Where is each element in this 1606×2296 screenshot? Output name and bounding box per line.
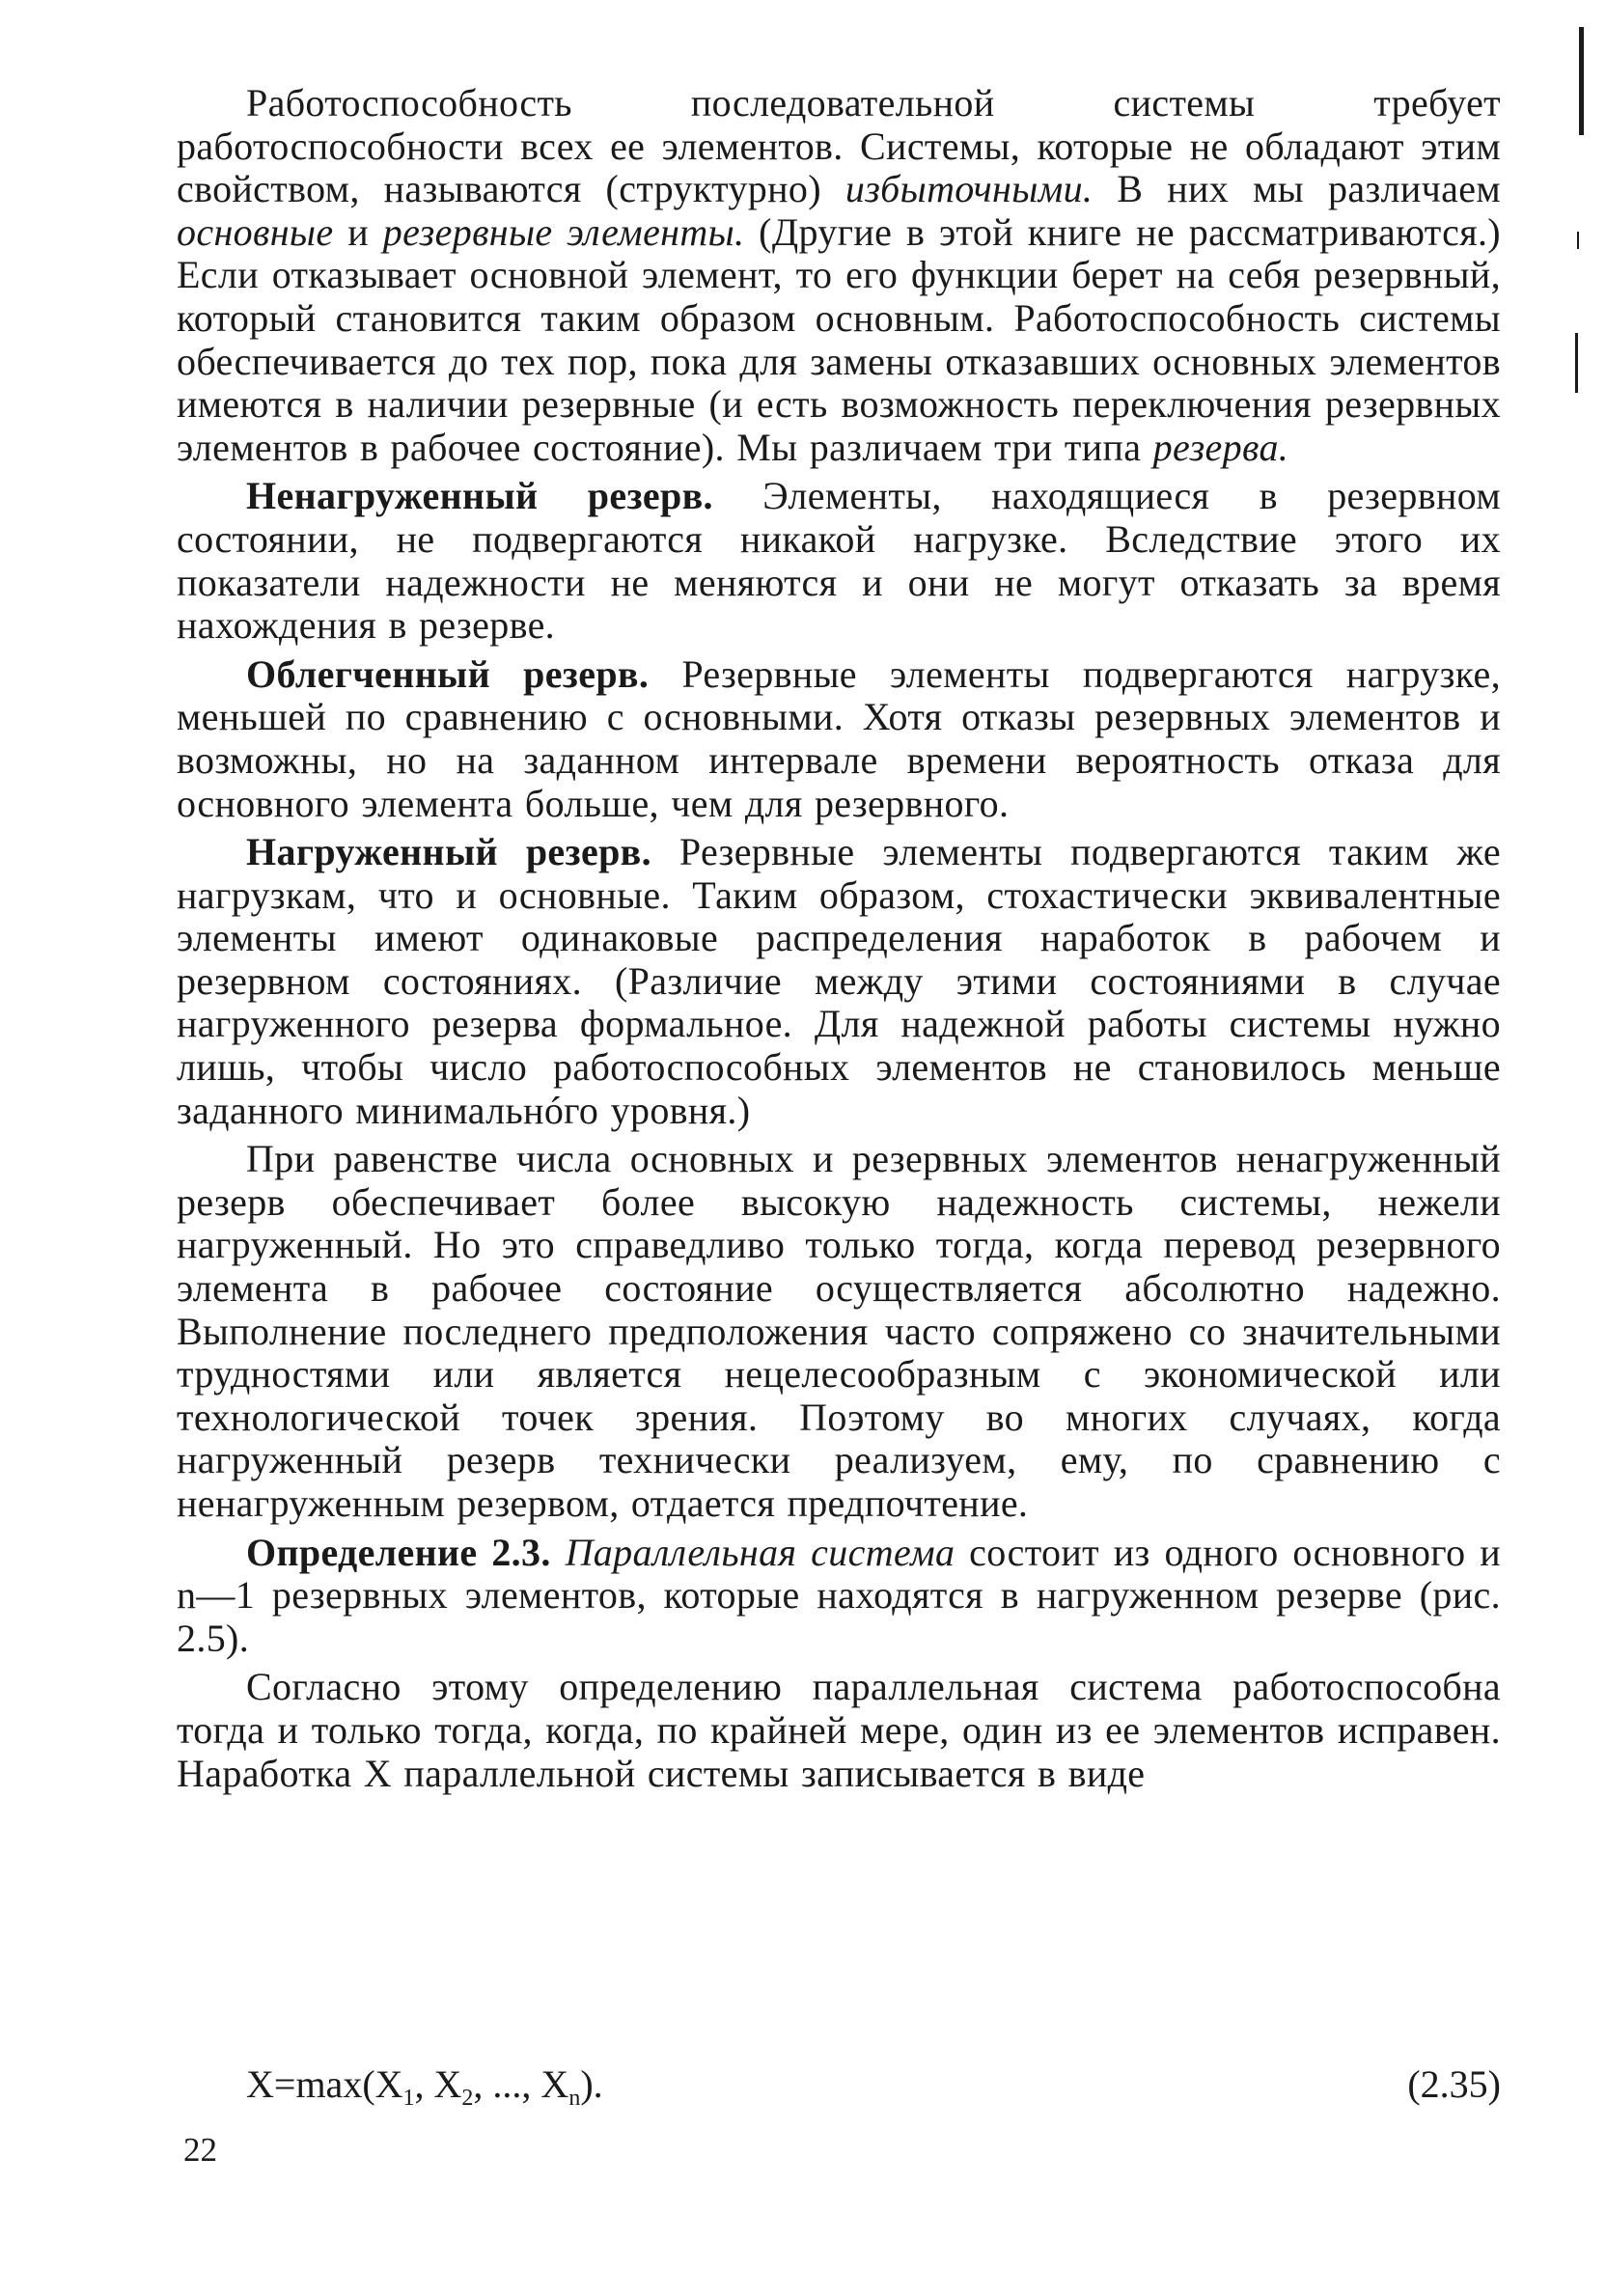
scan-edge-mark <box>1579 27 1584 135</box>
paragraph-intro: Работоспособность последовательной системы требует работоспособности всех ее элементов. Системы, которые не обладают этим свойством, называются (структурно) избыточными. В них мы различаем основные и резервные элементы. (Другие в этой книге не рассматриваются.) Если отказывает основной элемент, то его функции берет на себя резервный, который становится таким образом основным. Работоспособность системы обеспечивается до тех пор, пока для замены отказавших основных элементов имеются в наличии резервные (и есть возможность переключения резервных элементов в рабочее состояние). Мы различаем три типа резерва. <box>177 81 1501 469</box>
paragraph-loaded-reserve: Нагруженный резерв. Резервные элементы подвергаются таким же нагрузкам, что и основные. Таким образом, стохастически эквивалентные элементы имеют одинаковые распределения наработок в рабочем и резервном состояниях. (Различие между этими состояниями в случае нагруженного резерва формальное. Для надежной работы системы нужно лишь, чтобы число работоспособных элементов не становилось меньше заданного минимальнóго уровня.) <box>177 830 1501 1132</box>
paragraph-comparison: При равенстве числа основных и резервных элементов ненагруженный резерв обеспечивает более высокую надежность системы, нежели нагруженный. Но это справедливо только тогда, когда перевод резервного элемента в рабочее состояние осуществляется абсолютно надежно. Выполнение последнего предположения часто сопряжено со значительными трудностями или является нецелесообразным с экономической или технологической точек зрения. Поэтому во многих случаях, когда нагруженный резерв технически реализуем, ему, по сравнению с ненагруженным резервом, отдается предпочтение. <box>177 1137 1501 1525</box>
formula-expression: $X=\max(X_1$, $X_2$, ..., $X_n$). <box>246 2062 603 2111</box>
definition-label: Определение 2.3. <box>246 1530 551 1574</box>
formula-2-35 <box>246 2062 1501 2111</box>
paragraph-unloaded-reserve: Ненагруженный резерв. Элементы, находящиеся в резервном состоянии, не подвергаются никакой нагрузке. Вследствие этого их показатели надежности не меняются и они не могут отказать за время нахождения в резерве. <box>177 474 1501 648</box>
page-text <box>177 82 1501 1795</box>
page-number: 22 <box>183 2131 217 2169</box>
scan-edge-mark <box>1575 333 1578 393</box>
scan-edge-mark <box>1577 232 1579 249</box>
equation-number: (2.35) <box>1407 2062 1501 2106</box>
term-lightened-reserve: Облегченный резерв. <box>246 651 650 696</box>
paragraph-definition: Определение 2.3. Параллельная система состоит из одного основного и n—1 резервных элементов, которые находятся в нагруженном резерве (рис. 2.5). <box>177 1530 1501 1660</box>
paragraph-lightened-reserve: Облегченный резерв. Резервные элементы подвергаются нагрузке, меньшей по сравнению с основными. Хотя отказы резервных элементов и возможны, но на заданном интервале времени вероятность отказа для основного элемента больше, чем для резервного. <box>177 651 1501 825</box>
term-loaded-reserve: Нагруженный резерв. <box>246 830 651 874</box>
definition-term: Параллельная система <box>565 1530 955 1574</box>
paragraph-consequence: Согласно этому определению параллельная система работоспособна тогда и только тогда, когда, по крайней мере, один из ее элементов исправен. Наработка X параллельной системы записывается в виде <box>177 1665 1501 1795</box>
term-unloaded-reserve: Ненагруженный резерв. <box>246 474 713 518</box>
